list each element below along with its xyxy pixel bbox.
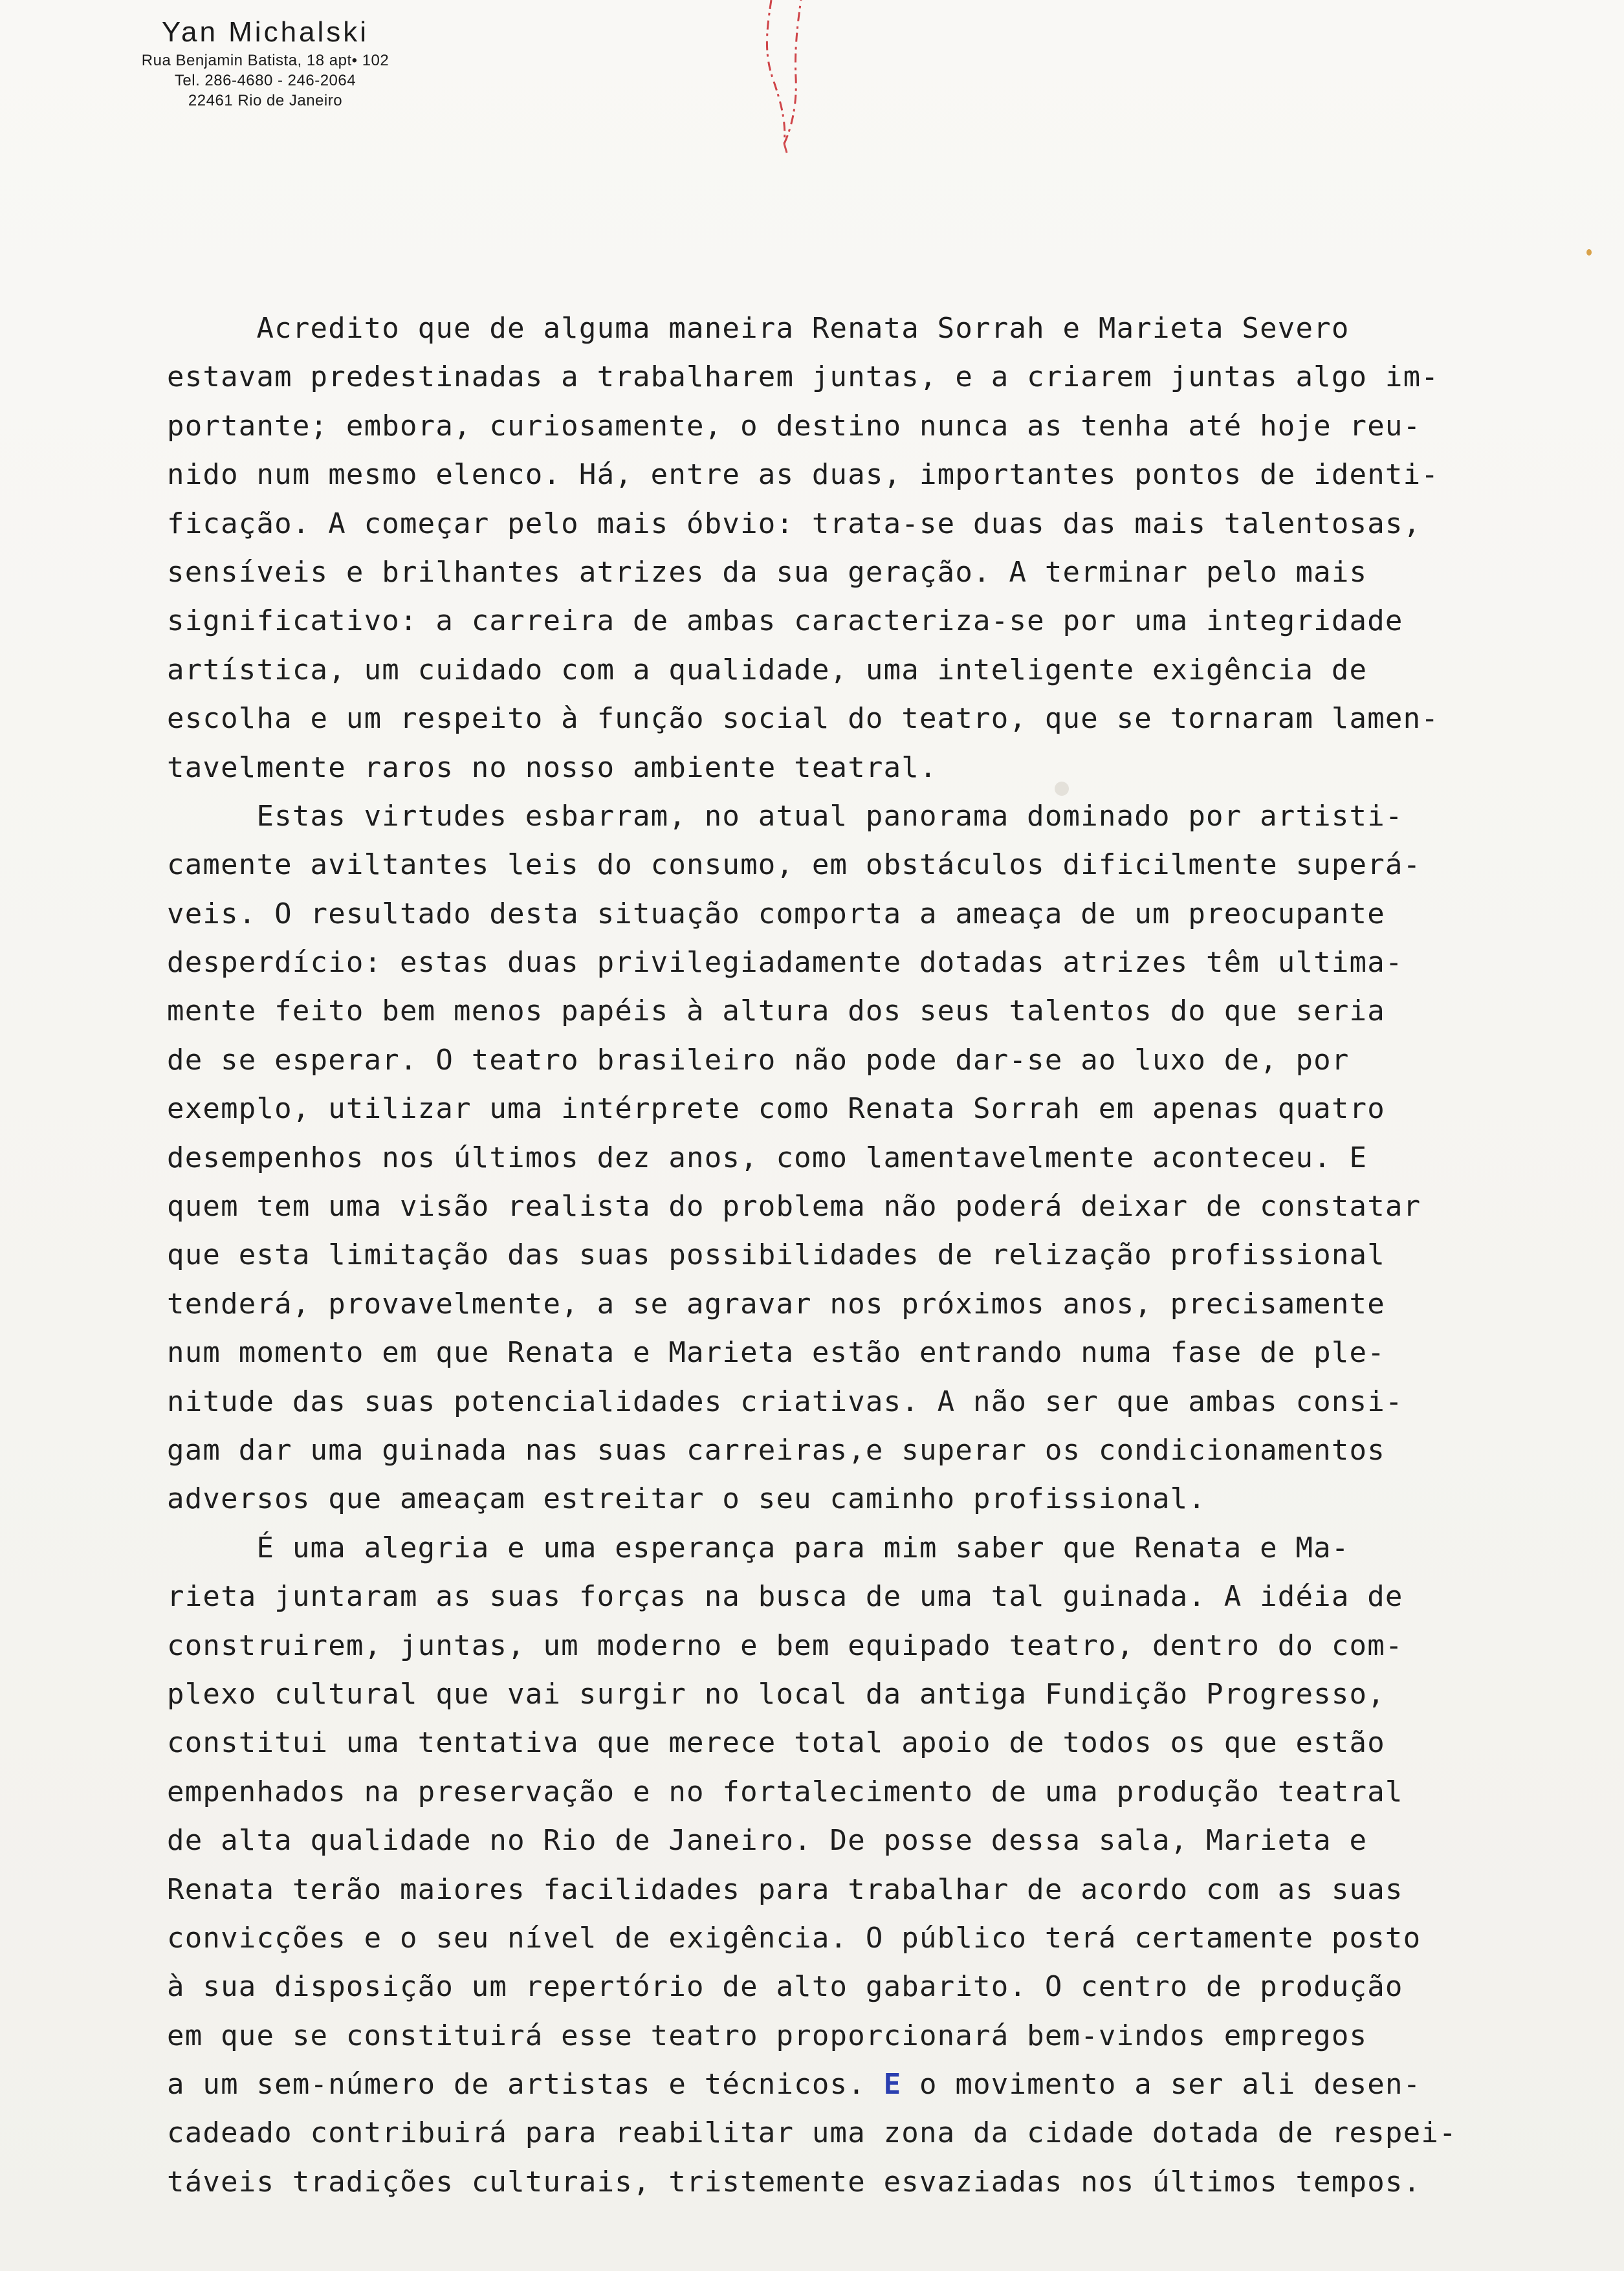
text-line — [167, 1718, 1558, 1767]
text-line-content: plexo cultural que vai surgir no local da antiga Fundição Progresso, — [167, 1677, 1385, 1711]
text-line-content: desempenhos nos últimos dez anos, como lamentavelmente aconteceu. E — [167, 1141, 1368, 1174]
text-line — [167, 1621, 1558, 1670]
text-line-content: constitui uma tentativa que merece total apoio de todos os que estão — [167, 1726, 1385, 1760]
text-line-content: mente feito bem menos papéis à altura dos seus talentos do que seria — [167, 994, 1385, 1028]
text-line — [167, 1816, 1558, 1865]
text-line — [167, 1524, 1558, 1572]
text-line-content: quem tem uma visão realista do problema não poderá deixar de constatar — [167, 1190, 1421, 1223]
text-line-content: Estas virtudes esbarram, no atual panorama dominado por artisti- — [167, 799, 1403, 833]
letterhead-city: 22461 Rio de Janeiro — [188, 92, 343, 109]
text-line-content: escolha e um respeito à função social do teatro, que se tornaram lamen- — [167, 702, 1440, 736]
text-line — [167, 694, 1558, 743]
letterhead-address: Rua Benjamin Batista, 18 apt• 102 — [141, 52, 390, 69]
text-line-content: ficação. A começar pelo mais óbvio: trata-se duas das mais talentosas, — [167, 507, 1421, 540]
text-line-content: Renata terão maiores facilidades para trabalhar de acordo com as suas — [167, 1872, 1403, 1906]
text-line — [167, 1768, 1558, 1816]
text-line-content: veis. O resultado desta situação comporta a ameaça de um preocupante — [167, 897, 1385, 930]
text-line-content: sensíveis e brilhantes atrizes da sua geração. A terminar pelo mais — [167, 555, 1368, 589]
text-line — [167, 743, 1558, 792]
text-line — [167, 890, 1558, 938]
text-line-content: que esta limitação das suas possibilidades de relização profissional — [167, 1238, 1385, 1272]
red-thread-mark — [725, 0, 854, 155]
text-line-content: à sua disposição um repertório de alto gabarito. O centro de produção — [167, 1970, 1403, 2004]
text-line — [167, 1670, 1558, 1718]
text-line-content: empenhados na preservação e no fortalecimento de uma produção teatral — [167, 1775, 1403, 1808]
letterhead-phone: Tel. 286-4680 - 246-2064 — [174, 72, 357, 89]
text-line — [167, 1182, 1558, 1231]
text-line — [167, 1280, 1558, 1328]
text-line-content: gam dar uma guinada nas suas carreiras,e superar os condicionamentos — [167, 1433, 1385, 1467]
text-line-content: rieta juntaram as suas forças na busca de uma tal guinada. A idéia de — [167, 1580, 1403, 1614]
text-line — [167, 1134, 1558, 1182]
text-line — [167, 840, 1558, 889]
text-line-tail: o movimento a ser ali desen- — [901, 2068, 1421, 2101]
text-line-content: a um sem-número de artistas e técnicos. — [167, 2068, 884, 2101]
text-line — [167, 499, 1558, 548]
text-line — [167, 450, 1558, 499]
text-line — [167, 987, 1558, 1035]
text-line — [167, 2012, 1558, 2060]
text-line-content: Acredito que de alguma maneira Renata Sorrah e Marieta Severo — [167, 312, 1350, 345]
text-line-content: desperdício: estas duas privilegiadamente dotadas atrizes têm ultima- — [167, 946, 1403, 980]
letter-body — [167, 304, 1558, 2206]
text-line — [167, 2109, 1558, 2157]
text-line-content: em que se constituirá esse teatro proporcionará bem-vindos empregos — [167, 2019, 1368, 2052]
text-line — [167, 2158, 1558, 2206]
text-line — [167, 1914, 1558, 1962]
text-line-content: exemplo, utilizar uma intérprete como Renata Sorrah em apenas quatro — [167, 1092, 1385, 1126]
text-line — [167, 402, 1558, 450]
text-line — [167, 597, 1558, 645]
letterhead-name: Yan Michalski — [161, 16, 369, 48]
text-line — [167, 1377, 1558, 1426]
text-line-content: adversos que ameaçam estreitar o seu caminho profissional. — [167, 1482, 1207, 1516]
text-line-content: portante; embora, curiosamente, o destino nunca as tenha até hoje reu- — [167, 409, 1421, 443]
text-line — [167, 1572, 1558, 1621]
text-line-content: táveis tradições culturais, tristemente esvaziadas nos últimos tempos. — [167, 2165, 1421, 2199]
text-line — [167, 353, 1558, 401]
text-line — [167, 1036, 1558, 1084]
text-line — [167, 1426, 1558, 1475]
text-line — [167, 646, 1558, 694]
text-line — [167, 1865, 1558, 1914]
text-line — [167, 1231, 1558, 1279]
text-line-content: de alta qualidade no Rio de Janeiro. De posse dessa sala, Marieta e — [167, 1824, 1368, 1858]
text-line — [167, 938, 1558, 987]
text-line-content: tavelmente raros no nosso ambiente teatral. — [167, 751, 938, 784]
handwritten-correction: E — [883, 2068, 902, 2101]
text-line-content: nido num mesmo elenco. Há, entre as duas, importantes pontos de identi- — [167, 458, 1440, 492]
text-line — [167, 2060, 1558, 2109]
text-line-content: construirem, juntas, um moderno e bem equipado teatro, dentro do com- — [167, 1629, 1403, 1662]
text-line — [167, 1084, 1558, 1133]
text-line — [167, 1962, 1558, 2011]
text-line — [167, 304, 1558, 353]
text-line-content: tenderá, provavelmente, a se agravar nos próximos anos, precisamente — [167, 1287, 1385, 1321]
text-line — [167, 1475, 1558, 1523]
letterhead — [84, 14, 446, 111]
text-line-content: cadeado contribuirá para reabilitar uma zona da cidade dotada de respei- — [167, 2116, 1457, 2150]
text-line — [167, 792, 1558, 840]
text-line-content: nitude das suas potencialidades criativas. A não ser que ambas consi- — [167, 1385, 1403, 1418]
paper-spot — [1586, 249, 1592, 256]
text-line-content: significativo: a carreira de ambas caracteriza-se por uma integridade — [167, 604, 1403, 638]
text-line-content: estavam predestinadas a trabalharem juntas, e a criarem juntas algo im- — [167, 360, 1440, 394]
text-line-content: É uma alegria e uma esperança para mim saber que Renata e Ma- — [167, 1531, 1350, 1564]
text-line — [167, 548, 1558, 597]
text-line-content: num momento em que Renata e Marieta estão entrando numa fase de ple- — [167, 1336, 1385, 1370]
text-line-content: convicções e o seu nível de exigência. O público terá certamente posto — [167, 1921, 1421, 1955]
text-line-content: camente aviltantes leis do consumo, em obstáculos dificilmente superá- — [167, 848, 1421, 882]
text-line-content: de se esperar. O teatro brasileiro não pode dar-se ao luxo de, por — [167, 1043, 1350, 1077]
text-line-content: artística, um cuidado com a qualidade, uma inteligente exigência de — [167, 653, 1368, 686]
text-line — [167, 1328, 1558, 1377]
